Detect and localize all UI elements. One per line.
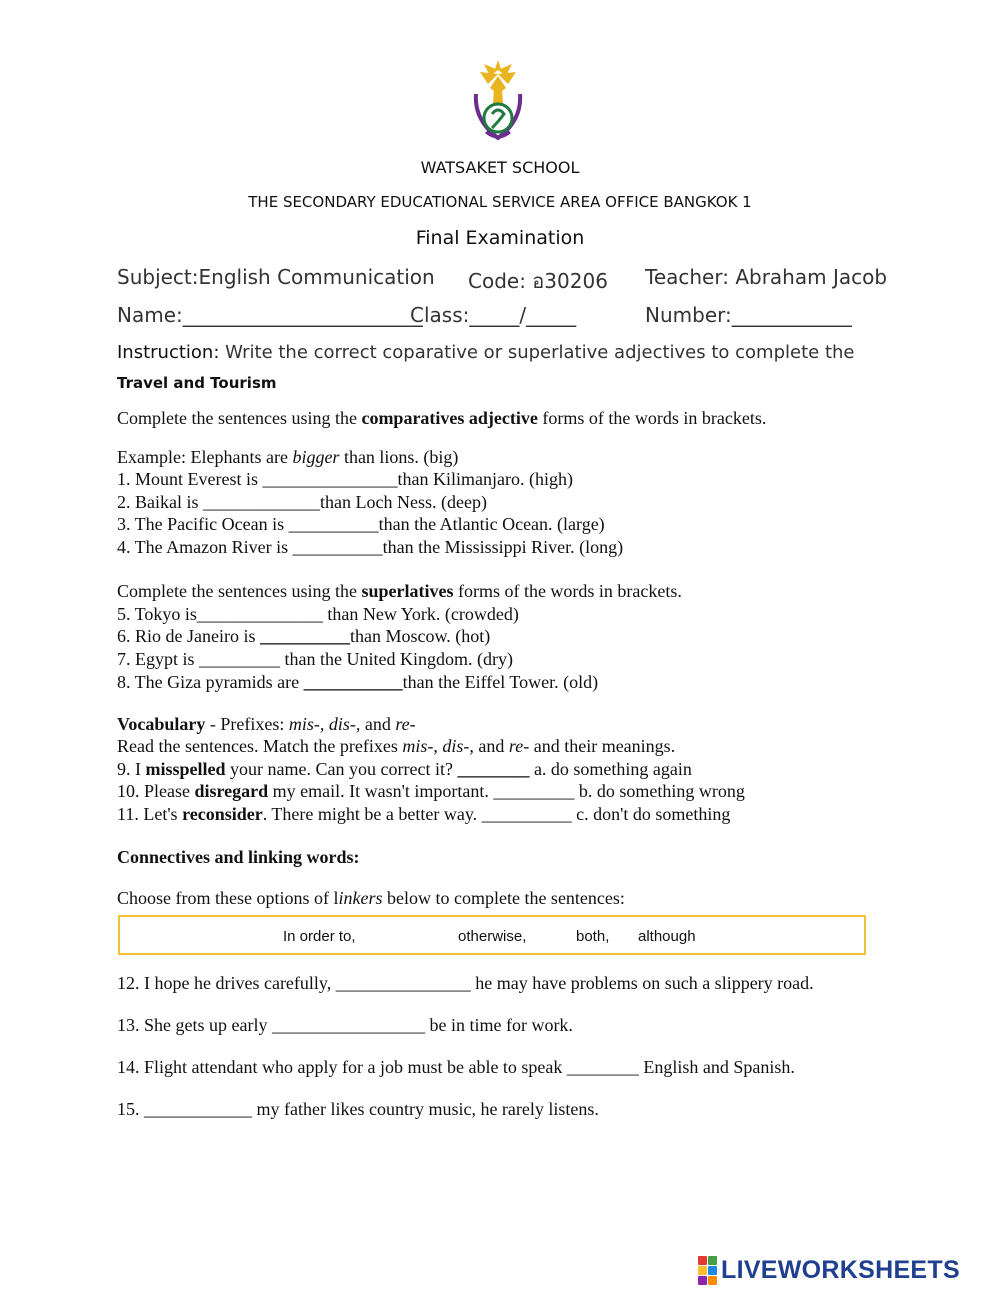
logo-block — [708, 1266, 717, 1275]
q9-mid: your name. Can you correct it? — [225, 759, 458, 779]
logo-block — [708, 1276, 717, 1285]
prefix-dis: dis-, — [328, 714, 361, 734]
vocab-text: - Prefixes: — [205, 714, 289, 734]
prefix-re: re- — [395, 714, 416, 734]
question-2[interactable]: 2. Baikal is _____________than Loch Ness. (deep) — [117, 492, 487, 512]
option-in-order-to: In order to, — [283, 928, 356, 945]
q8-blank[interactable]: ___________ — [303, 672, 403, 692]
vi-and: , and — [469, 736, 509, 756]
vocab-bold: Vocabulary — [117, 714, 206, 734]
connectives-title: Connectives and linking words: — [117, 847, 360, 867]
comparatives-intro — [117, 408, 766, 429]
intro-text-end: forms of the words in brackets. — [453, 581, 682, 601]
q9-bold: misspelled — [145, 759, 226, 779]
intro-text: Complete the sentences using the — [117, 408, 362, 428]
q11-text: 11. Let's — [117, 804, 183, 824]
question-8[interactable] — [117, 672, 598, 693]
question-4[interactable]: 4. The Amazon River is __________than the Mississippi River. (long) — [117, 537, 624, 557]
prefix-mis: mis-, — [288, 714, 325, 734]
intro-text-end: forms of the words in brackets. — [537, 408, 767, 428]
intro-bold: comparatives adjective — [361, 408, 538, 428]
question-3[interactable]: 3. The Pacific Ocean is __________than the Atlantic Ocean. (large) — [117, 514, 605, 534]
logo-block — [698, 1256, 707, 1265]
office-name: THE SECONDARY EDUCATIONAL SERVICE AREA OFFICE BANGKOK 1 — [248, 193, 752, 211]
ci-text-end: below to complete the sentences: — [382, 888, 625, 908]
example-text: Example: Elephants are — [117, 447, 293, 467]
school-emblem — [466, 58, 530, 148]
question-1[interactable]: 1. Mount Everest is _______________than Kilimanjaro. (high) — [117, 469, 573, 489]
instruction-text: Write the correct coparative or superlative adjectives to complete the — [219, 342, 855, 363]
superlatives-intro — [117, 581, 682, 602]
vi-text: Read the sentences. Match the prefixes — [117, 736, 403, 756]
q9-blank[interactable]: ________ — [457, 759, 530, 779]
vi-dis: dis- — [442, 736, 470, 756]
intro-text: Complete the sentences using the — [117, 581, 362, 601]
q8-text: 8. The Giza pyramids are — [117, 672, 304, 692]
logo-blocks-icon — [698, 1256, 717, 1285]
class-field[interactable]: Class:_____/_____ — [410, 303, 577, 327]
question-12[interactable]: 12. I hope he drives carefully, _______________ he may have problems on such a slippery road. — [117, 973, 814, 993]
logo-block — [698, 1266, 707, 1275]
question-13[interactable]: 13. She gets up early _________________ be in time for work. — [117, 1015, 573, 1035]
q10-text: 10. Please — [117, 781, 195, 801]
q9-text: 9. I — [117, 759, 146, 779]
q11-text-end: . There might be a better way. __________ c. don't do something — [262, 804, 731, 824]
q11-bold: reconsider — [182, 804, 263, 824]
question-6[interactable] — [117, 626, 490, 647]
option-although: although — [638, 928, 696, 945]
example-text-end: than lions. (big) — [339, 447, 459, 467]
vi-comma: , — [433, 736, 443, 756]
intro-bold: superlatives — [361, 581, 454, 601]
instruction — [117, 342, 855, 363]
q8-text-end: than the Eiffel Tower. (old) — [402, 672, 599, 692]
name-field[interactable]: Name:________________________ — [117, 303, 423, 327]
question-11[interactable] — [117, 804, 730, 825]
ci-text: Choose from these options of l — [117, 888, 339, 908]
school-name: WATSAKET SCHOOL — [420, 158, 580, 177]
q6-text: 6. Rio de Janeiro is — [117, 626, 260, 646]
vocabulary-title — [117, 714, 416, 735]
example-sentence — [117, 447, 458, 468]
question-5[interactable]: 5. Tokyo is______________ than New York. (crowded) — [117, 604, 519, 624]
connectives-instruction — [117, 888, 625, 909]
option-otherwise: otherwise, — [458, 928, 527, 945]
ci-italic: inkers — [338, 888, 383, 908]
q10-text-end: my email. It wasn't important. _________ b. do something wrong — [268, 781, 745, 801]
question-9[interactable] — [117, 759, 692, 780]
example-italic: bigger — [292, 447, 340, 467]
linkers-options-box — [118, 915, 866, 955]
q9-text-end: a. do something again — [529, 759, 692, 779]
q6-blank[interactable]: __________ — [259, 626, 350, 646]
topic-title: Travel and Tourism — [117, 374, 277, 392]
logo-text: LIVEWORKSHEETS — [721, 1255, 960, 1284]
vi-text-end: and their meanings. — [529, 736, 676, 756]
liveworksheets-logo[interactable] — [698, 1256, 960, 1284]
and-word: and — [360, 714, 396, 734]
question-10[interactable] — [117, 781, 745, 802]
vi-re: re- — [508, 736, 530, 756]
number-field[interactable]: Number:____________ — [645, 303, 852, 327]
q10-bold: disregard — [194, 781, 269, 801]
code-label: Code: อ30206 — [468, 269, 608, 293]
option-both: both, — [576, 928, 610, 945]
q6-text-end: than Moscow. (hot) — [349, 626, 491, 646]
emblem-icon — [466, 58, 530, 148]
vi-mis: mis- — [402, 736, 434, 756]
logo-block — [708, 1256, 717, 1265]
logo-block — [698, 1276, 707, 1285]
vocabulary-instruction — [117, 736, 675, 757]
question-15[interactable]: 15. ____________ my father likes country music, he rarely listens. — [117, 1099, 599, 1119]
teacher-label: Teacher: Abraham Jacob — [645, 265, 888, 289]
question-14[interactable]: 14. Flight attendant who apply for a job must be able to speak ________ English and Spanish. — [117, 1057, 795, 1077]
exam-title: Final Examination — [415, 227, 585, 249]
subject-label: Subject:English Communication — [117, 265, 435, 289]
question-7[interactable]: 7. Egypt is _________ than the United Kingdom. (dry) — [117, 649, 513, 669]
instruction-label: Instruction: — [117, 342, 220, 363]
